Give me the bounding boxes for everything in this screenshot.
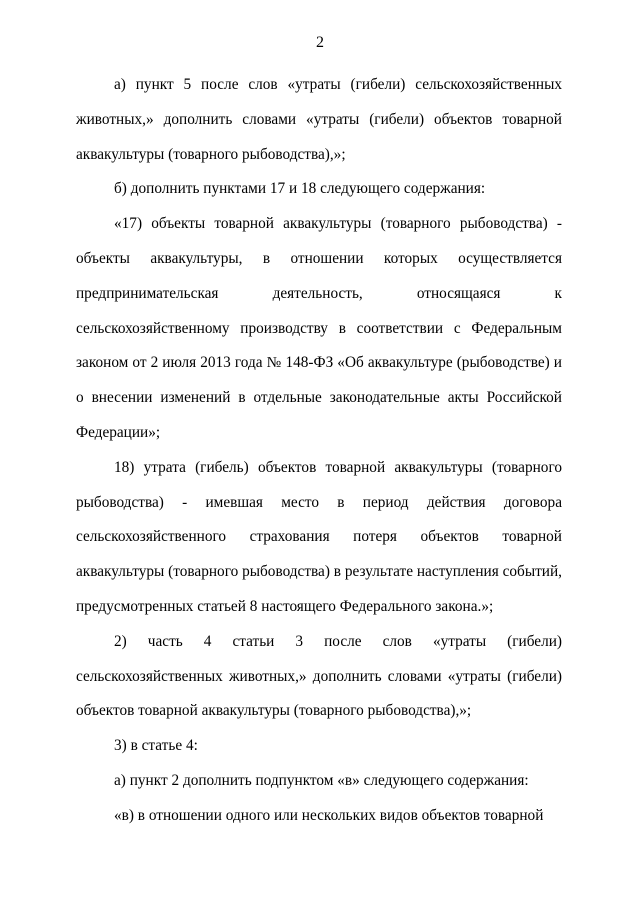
paragraph-point-17-definition: «17) объекты товарной аквакультуры (товарного рыбоводства) - объекты аквакультуры, в отношении которых осуществляется предпринимательская деятельность, относящаяся к сельскохозяйственному производству в соответствии с Федеральным законом от 2 июля 2013 года № 148-ФЗ «Об аквакультуре (рыбоводстве) и о внесении изменений в отдельные законодательные акты Российской Федерации»; bbox=[76, 215, 562, 441]
paragraph-item-a-point-2: а) пункт 2 дополнить подпунктом «в» следующего содержания: bbox=[114, 771, 529, 789]
page-number: 2 bbox=[316, 34, 324, 51]
document-body bbox=[76, 68, 562, 834]
paragraph-subpoint-v: «в) в отношении одного или нескольких видов объектов товарной bbox=[114, 806, 544, 824]
paragraph-item-3-article-4: 3) в статье 4: bbox=[114, 737, 198, 755]
paragraph-point-18-definition: 18) утрата (гибель) объектов товарной аквакультуры (товарного рыбоводства) - имевшая место в период действия договора сельскохозяйственного страхования потеря объектов товарной аквакультуры (товарного рыбоводства) в результате наступления событий, предусмотренных статьей 8 настоящего Федерального закона.»; bbox=[76, 458, 562, 615]
paragraph-item-a-point-5: а) пункт 5 после слов «утраты (гибели) сельскохозяйственных животных,» дополнить словами «утраты (гибели) объектов товарной аквакультуры (товарного рыбоводства),»; bbox=[76, 76, 562, 163]
paragraph-item-b-add-points: б) дополнить пунктами 17 и 18 следующего содержания: bbox=[114, 180, 486, 198]
paragraph-item-2-part-4: 2) часть 4 статьи 3 после слов «утраты (гибели) сельскохозяйственных животных,» дополнить словами «утраты (гибели) объектов товарной аквакультуры (товарного рыбоводства),»; bbox=[76, 632, 562, 720]
